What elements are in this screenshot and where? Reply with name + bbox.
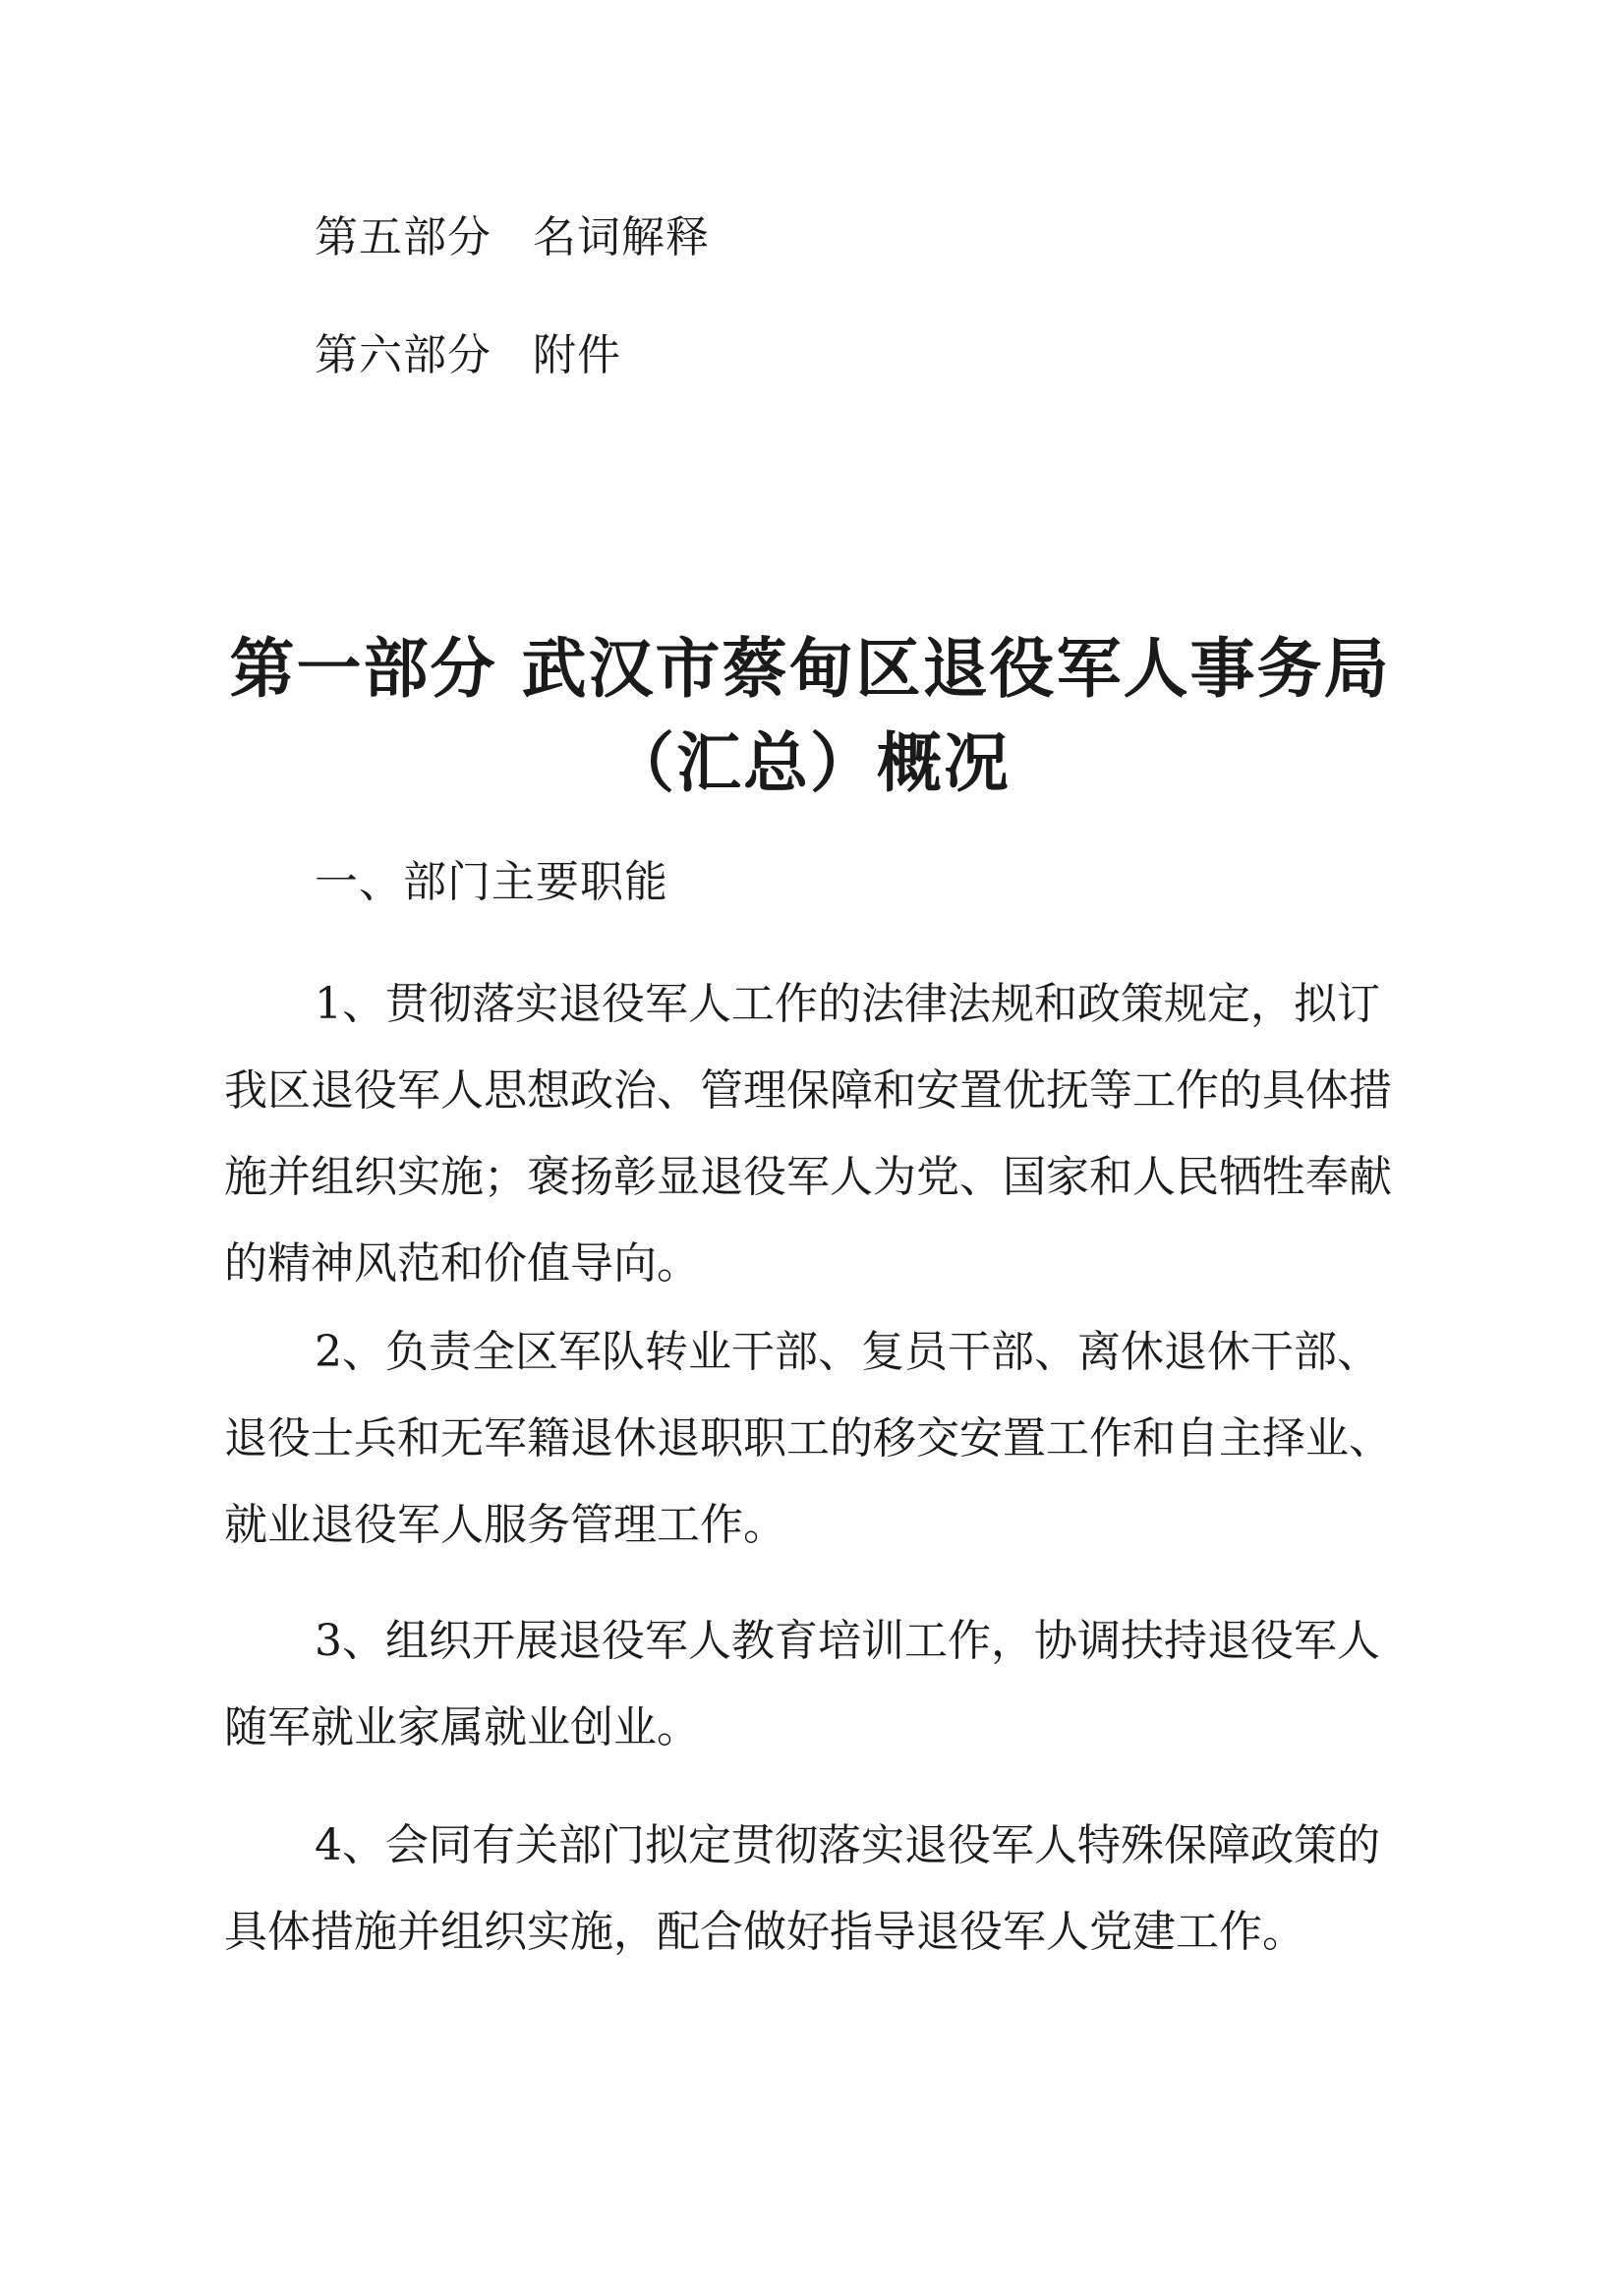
paragraph-line: 就业退役军人服务管理工作。	[224, 1500, 786, 1550]
paragraph-line: 施并组织实施；褒扬彰显退役军人为党、国家和人民牺牲奉献	[224, 1152, 1392, 1202]
paragraph-line: 1、贯彻落实退役军人工作的法律法规和政策规定，拟订	[315, 979, 1380, 1029]
duty-paragraph-3	[224, 1598, 1404, 1771]
paragraph-line: 4、会同有关部门拟定贯彻落实退役军人特殊保障政策的	[315, 1820, 1380, 1870]
paragraph-line: 2、负责全区军队转业干部、复员干部、离休退休干部、	[315, 1327, 1380, 1377]
toc-entry-part-five	[315, 208, 710, 267]
duty-paragraph-2	[224, 1309, 1404, 1569]
paragraph-line: 具体措施并组织实施，配合做好指导退役军人党建工作。	[224, 1907, 1305, 1957]
toc-entry-number: 第五部分	[315, 212, 492, 262]
duty-paragraph-1	[224, 961, 1404, 1307]
toc-entry-title: 附件	[533, 330, 621, 380]
part-title-line-2: （汇总）概况	[609, 724, 1011, 801]
toc-entry-part-six	[315, 326, 621, 385]
toc-entry-title: 名词解释	[533, 212, 710, 262]
paragraph-line: 退役士兵和无军籍退休退职职工的移交安置工作和自主择业、	[224, 1413, 1392, 1464]
paragraph-line: 3、组织开展退役军人教育培训工作，协调扶持退役军人	[315, 1616, 1380, 1666]
section-heading: 一、部门主要职能	[315, 857, 668, 907]
toc-entry-number: 第六部分	[315, 330, 492, 380]
duty-paragraph-4	[224, 1803, 1404, 1976]
paragraph-line: 的精神风范和价值导向。	[224, 1238, 700, 1289]
paragraph-line: 随军就业家属就业创业。	[224, 1702, 700, 1752]
part-title-line-1: 第一部分 武汉市蔡甸区退役军人事务局	[229, 630, 1391, 707]
paragraph-line: 我区退役军人思想政治、管理保障和安置优抚等工作的具体措	[224, 1065, 1392, 1116]
